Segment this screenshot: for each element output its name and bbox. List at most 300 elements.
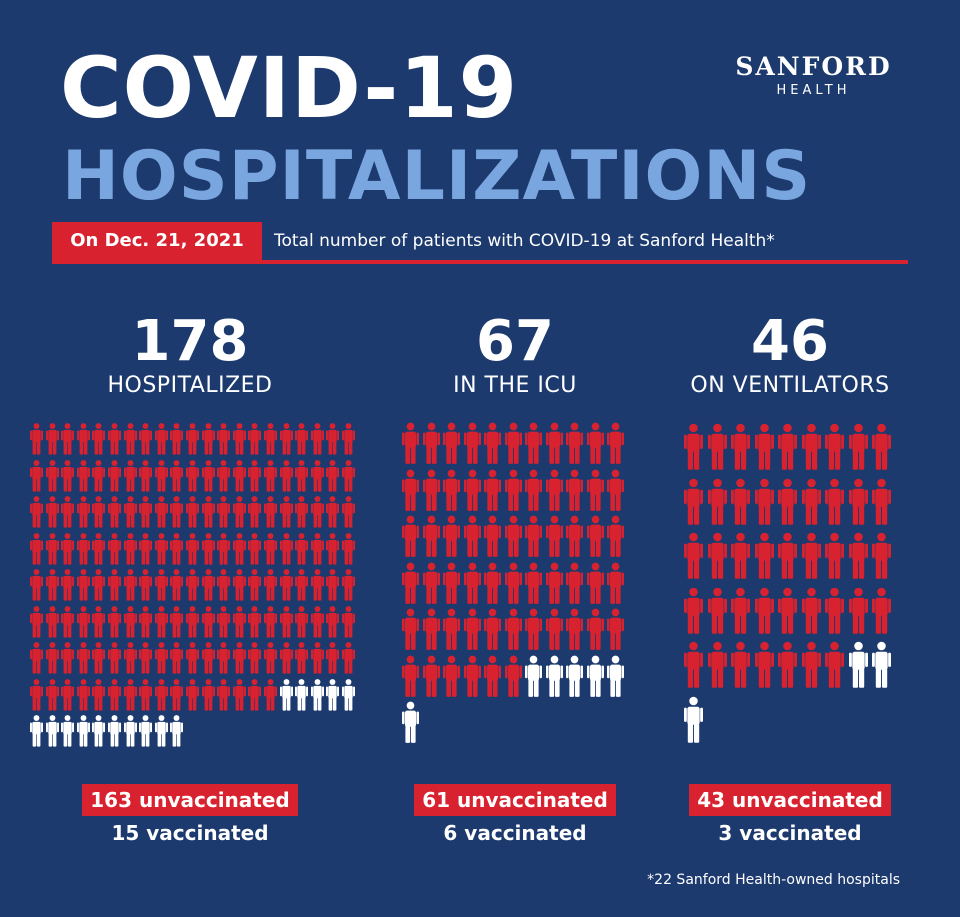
unvaccinated-person-icon (607, 562, 624, 609)
unvaccinated-person-icon (825, 477, 844, 531)
unvaccinated-person-icon (170, 678, 183, 716)
unvaccinated-person-icon (264, 532, 277, 570)
vaccinated-person-icon (311, 678, 324, 716)
unvaccinated-person-icon (139, 678, 152, 716)
unvaccinated-person-icon (484, 515, 501, 562)
unvaccinated-person-icon (233, 678, 246, 716)
unvaccinated-person-icon (443, 422, 460, 469)
unvaccinated-person-icon (587, 469, 604, 516)
unvaccinated-person-icon (186, 422, 199, 460)
unvaccinated-person-icon (170, 568, 183, 606)
unvaccinated-person-icon (61, 422, 74, 460)
unvaccinated-count: 43 unvaccinated (689, 784, 891, 816)
unvaccinated-person-icon (849, 477, 868, 531)
unvaccinated-person-icon (217, 568, 230, 606)
unvaccinated-person-icon (684, 477, 703, 531)
unvaccinated-person-icon (186, 678, 199, 716)
date-label: On Dec. 21, 2021 (52, 222, 262, 260)
unvaccinated-person-icon (684, 531, 703, 585)
vaccinated-count: 6 vaccinated (443, 821, 587, 845)
stat-icu (400, 309, 630, 400)
vaccinated-person-icon (295, 678, 308, 716)
unvaccinated-person-icon (92, 495, 105, 533)
unvaccinated-person-icon (186, 568, 199, 606)
unvaccinated-person-icon (587, 608, 604, 655)
unvaccinated-person-icon (326, 605, 339, 643)
unvaccinated-person-icon (546, 608, 563, 655)
unvaccinated-person-icon (342, 532, 355, 570)
unvaccinated-person-icon (186, 459, 199, 497)
unvaccinated-person-icon (248, 568, 261, 606)
unvaccinated-person-icon (108, 459, 121, 497)
unvaccinated-person-icon (825, 586, 844, 640)
unvaccinated-person-icon (872, 422, 891, 476)
unvaccinated-person-icon (311, 568, 324, 606)
unvaccinated-person-icon (423, 422, 440, 469)
unvaccinated-person-icon (326, 459, 339, 497)
caption-ventilators (660, 784, 920, 848)
unvaccinated-person-icon (708, 531, 727, 585)
unvaccinated-count: 61 unvaccinated (414, 784, 616, 816)
unvaccinated-person-icon (326, 641, 339, 679)
unvaccinated-person-icon (295, 459, 308, 497)
unvaccinated-person-icon (546, 469, 563, 516)
unvaccinated-person-icon (61, 605, 74, 643)
unvaccinated-person-icon (92, 568, 105, 606)
unvaccinated-person-icon (155, 678, 168, 716)
unvaccinated-person-icon (217, 459, 230, 497)
vaccinated-person-icon (124, 714, 137, 752)
unvaccinated-person-icon (186, 605, 199, 643)
date-banner (52, 222, 908, 264)
unvaccinated-person-icon (684, 586, 703, 640)
unvaccinated-person-icon (505, 469, 522, 516)
unvaccinated-person-icon (46, 641, 59, 679)
vaccinated-person-icon (587, 655, 604, 702)
unvaccinated-person-icon (155, 568, 168, 606)
title-line-1: COVID-19 (60, 39, 519, 137)
vaccinated-person-icon (280, 678, 293, 716)
unvaccinated-person-icon (139, 641, 152, 679)
unvaccinated-person-icon (108, 422, 121, 460)
unvaccinated-person-icon (233, 568, 246, 606)
unvaccinated-person-icon (825, 640, 844, 694)
unvaccinated-person-icon (202, 422, 215, 460)
unvaccinated-person-icon (607, 515, 624, 562)
sanford-health-logo (726, 52, 901, 98)
unvaccinated-person-icon (30, 605, 43, 643)
unvaccinated-person-icon (708, 477, 727, 531)
unvaccinated-person-icon (217, 605, 230, 643)
unvaccinated-person-icon (684, 422, 703, 476)
unvaccinated-person-icon (525, 608, 542, 655)
unvaccinated-person-icon (402, 422, 419, 469)
unvaccinated-person-icon (484, 469, 501, 516)
unvaccinated-person-icon (46, 605, 59, 643)
unvaccinated-person-icon (124, 459, 137, 497)
unvaccinated-person-icon (546, 422, 563, 469)
unvaccinated-person-icon (155, 495, 168, 533)
unvaccinated-person-icon (280, 532, 293, 570)
unvaccinated-person-icon (607, 469, 624, 516)
unvaccinated-person-icon (342, 641, 355, 679)
stat-label: ON VENTILATORS (690, 373, 890, 398)
unvaccinated-person-icon (248, 459, 261, 497)
unvaccinated-person-icon (139, 568, 152, 606)
unvaccinated-person-icon (731, 531, 750, 585)
unvaccinated-person-icon (525, 562, 542, 609)
vaccinated-person-icon (525, 655, 542, 702)
unvaccinated-person-icon (202, 459, 215, 497)
unvaccinated-person-icon (484, 608, 501, 655)
unvaccinated-person-icon (46, 495, 59, 533)
unvaccinated-person-icon (92, 678, 105, 716)
unvaccinated-person-icon (46, 459, 59, 497)
unvaccinated-person-icon (311, 495, 324, 533)
unvaccinated-person-icon (202, 532, 215, 570)
unvaccinated-person-icon (778, 531, 797, 585)
unvaccinated-person-icon (124, 495, 137, 533)
unvaccinated-person-icon (587, 562, 604, 609)
unvaccinated-person-icon (202, 605, 215, 643)
unvaccinated-person-icon (30, 568, 43, 606)
unvaccinated-person-icon (186, 495, 199, 533)
unvaccinated-person-icon (248, 422, 261, 460)
unvaccinated-person-icon (849, 422, 868, 476)
unvaccinated-person-icon (464, 655, 481, 702)
vaccinated-person-icon (170, 714, 183, 752)
unvaccinated-person-icon (464, 562, 481, 609)
unvaccinated-person-icon (264, 495, 277, 533)
unvaccinated-person-icon (92, 605, 105, 643)
stat-total: 46 (751, 309, 829, 374)
unvaccinated-person-icon (233, 605, 246, 643)
unvaccinated-person-icon (755, 477, 774, 531)
vaccinated-person-icon (566, 655, 583, 702)
unvaccinated-person-icon (46, 422, 59, 460)
unvaccinated-person-icon (708, 640, 727, 694)
unvaccinated-person-icon (264, 605, 277, 643)
unvaccinated-person-icon (505, 655, 522, 702)
vaccinated-person-icon (402, 701, 419, 748)
unvaccinated-person-icon (77, 605, 90, 643)
unvaccinated-person-icon (108, 605, 121, 643)
vaccinated-person-icon (30, 714, 43, 752)
unvaccinated-person-icon (423, 655, 440, 702)
unvaccinated-person-icon (311, 532, 324, 570)
unvaccinated-person-icon (233, 495, 246, 533)
unvaccinated-person-icon (778, 477, 797, 531)
unvaccinated-person-icon (802, 477, 821, 531)
vaccinated-person-icon (326, 678, 339, 716)
unvaccinated-person-icon (248, 605, 261, 643)
unvaccinated-person-icon (849, 586, 868, 640)
unvaccinated-person-icon (755, 422, 774, 476)
unvaccinated-person-icon (423, 608, 440, 655)
unvaccinated-person-icon (124, 422, 137, 460)
vaccinated-person-icon (607, 655, 624, 702)
unvaccinated-person-icon (872, 586, 891, 640)
unvaccinated-person-icon (778, 640, 797, 694)
unvaccinated-person-icon (108, 495, 121, 533)
unvaccinated-person-icon (46, 678, 59, 716)
unvaccinated-person-icon (546, 515, 563, 562)
unvaccinated-person-icon (402, 515, 419, 562)
unvaccinated-person-icon (566, 515, 583, 562)
caption-icu (380, 784, 650, 848)
unvaccinated-person-icon (423, 469, 440, 516)
unvaccinated-person-icon (186, 641, 199, 679)
unvaccinated-person-icon (186, 532, 199, 570)
footnote: *22 Sanford Health-owned hospitals (647, 872, 900, 888)
unvaccinated-person-icon (525, 469, 542, 516)
unvaccinated-person-icon (30, 459, 43, 497)
unvaccinated-person-icon (778, 586, 797, 640)
unvaccinated-person-icon (233, 641, 246, 679)
unvaccinated-person-icon (202, 641, 215, 679)
unvaccinated-person-icon (170, 532, 183, 570)
unvaccinated-person-icon (108, 532, 121, 570)
stat-total: 178 (131, 309, 249, 374)
unvaccinated-person-icon (607, 608, 624, 655)
unvaccinated-person-icon (124, 605, 137, 643)
unvaccinated-person-icon (342, 568, 355, 606)
unvaccinated-person-icon (170, 459, 183, 497)
unvaccinated-person-icon (311, 459, 324, 497)
unvaccinated-person-icon (280, 495, 293, 533)
unvaccinated-person-icon (170, 495, 183, 533)
vaccinated-person-icon (108, 714, 121, 752)
unvaccinated-person-icon (77, 422, 90, 460)
unvaccinated-person-icon (607, 422, 624, 469)
unvaccinated-person-icon (484, 562, 501, 609)
unvaccinated-person-icon (443, 608, 460, 655)
unvaccinated-person-icon (755, 640, 774, 694)
unvaccinated-person-icon (566, 608, 583, 655)
unvaccinated-person-icon (402, 562, 419, 609)
unvaccinated-person-icon (233, 422, 246, 460)
unvaccinated-person-icon (443, 655, 460, 702)
unvaccinated-person-icon (77, 495, 90, 533)
unvaccinated-person-icon (402, 655, 419, 702)
unvaccinated-person-icon (46, 532, 59, 570)
unvaccinated-person-icon (342, 459, 355, 497)
stat-total: 67 (476, 309, 554, 374)
unvaccinated-person-icon (124, 678, 137, 716)
unvaccinated-person-icon (155, 459, 168, 497)
unvaccinated-person-icon (731, 586, 750, 640)
unvaccinated-person-icon (77, 459, 90, 497)
unvaccinated-person-icon (825, 422, 844, 476)
unvaccinated-person-icon (731, 422, 750, 476)
vaccinated-person-icon (342, 678, 355, 716)
unvaccinated-person-icon (248, 678, 261, 716)
unvaccinated-person-icon (587, 422, 604, 469)
unvaccinated-person-icon (139, 605, 152, 643)
unvaccinated-person-icon (77, 568, 90, 606)
unvaccinated-person-icon (264, 422, 277, 460)
stat-label: IN THE ICU (453, 373, 577, 398)
unvaccinated-person-icon (778, 422, 797, 476)
unvaccinated-person-icon (61, 641, 74, 679)
unvaccinated-person-icon (248, 641, 261, 679)
unvaccinated-person-icon (280, 605, 293, 643)
unvaccinated-person-icon (295, 568, 308, 606)
stat-label: HOSPITALIZED (107, 373, 273, 398)
unvaccinated-person-icon (587, 515, 604, 562)
unvaccinated-person-icon (233, 459, 246, 497)
unvaccinated-person-icon (342, 605, 355, 643)
unvaccinated-person-icon (708, 586, 727, 640)
unvaccinated-person-icon (684, 640, 703, 694)
unvaccinated-person-icon (546, 562, 563, 609)
date-description: Total number of patients with COVID-19 at Sanford Health* (274, 231, 775, 251)
unvaccinated-person-icon (464, 608, 481, 655)
unvaccinated-person-icon (30, 532, 43, 570)
vaccinated-count: 3 vaccinated (718, 821, 862, 845)
unvaccinated-person-icon (124, 568, 137, 606)
unvaccinated-person-icon (849, 531, 868, 585)
unvaccinated-person-icon (217, 641, 230, 679)
unvaccinated-person-icon (61, 532, 74, 570)
unvaccinated-person-icon (872, 531, 891, 585)
unvaccinated-person-icon (708, 422, 727, 476)
unvaccinated-person-icon (280, 459, 293, 497)
unvaccinated-person-icon (342, 422, 355, 460)
unvaccinated-person-icon (217, 532, 230, 570)
vaccinated-person-icon (546, 655, 563, 702)
unvaccinated-person-icon (295, 422, 308, 460)
unvaccinated-person-icon (525, 515, 542, 562)
unvaccinated-person-icon (30, 495, 43, 533)
unvaccinated-person-icon (825, 531, 844, 585)
unvaccinated-person-icon (92, 422, 105, 460)
unvaccinated-person-icon (155, 641, 168, 679)
unvaccinated-person-icon (326, 532, 339, 570)
unvaccinated-person-icon (139, 495, 152, 533)
unvaccinated-person-icon (170, 605, 183, 643)
unvaccinated-person-icon (443, 562, 460, 609)
unvaccinated-person-icon (872, 477, 891, 531)
unvaccinated-person-icon (326, 495, 339, 533)
unvaccinated-person-icon (139, 422, 152, 460)
unvaccinated-person-icon (566, 422, 583, 469)
unvaccinated-person-icon (464, 422, 481, 469)
unvaccinated-person-icon (155, 605, 168, 643)
unvaccinated-person-icon (280, 422, 293, 460)
unvaccinated-person-icon (248, 495, 261, 533)
unvaccinated-person-icon (731, 640, 750, 694)
unvaccinated-person-icon (248, 532, 261, 570)
unvaccinated-person-icon (295, 532, 308, 570)
unvaccinated-person-icon (311, 605, 324, 643)
unvaccinated-person-icon (30, 678, 43, 716)
unvaccinated-person-icon (505, 422, 522, 469)
unvaccinated-person-icon (217, 495, 230, 533)
title-line-2: HOSPITALIZATIONS (62, 137, 812, 216)
unvaccinated-person-icon (30, 422, 43, 460)
unvaccinated-person-icon (61, 568, 74, 606)
unvaccinated-person-icon (92, 532, 105, 570)
unvaccinated-person-icon (402, 469, 419, 516)
unvaccinated-person-icon (155, 532, 168, 570)
unvaccinated-person-icon (525, 422, 542, 469)
vaccinated-person-icon (61, 714, 74, 752)
unvaccinated-person-icon (311, 422, 324, 460)
unvaccinated-person-icon (264, 678, 277, 716)
unvaccinated-person-icon (108, 641, 121, 679)
stat-ventilators (660, 309, 920, 400)
unvaccinated-person-icon (464, 469, 481, 516)
unvaccinated-person-icon (505, 515, 522, 562)
vaccinated-person-icon (139, 714, 152, 752)
unvaccinated-person-icon (802, 586, 821, 640)
unvaccinated-person-icon (77, 678, 90, 716)
unvaccinated-person-icon (423, 515, 440, 562)
unvaccinated-person-icon (108, 678, 121, 716)
unvaccinated-person-icon (311, 641, 324, 679)
unvaccinated-person-icon (342, 495, 355, 533)
vaccinated-person-icon (46, 714, 59, 752)
unvaccinated-person-icon (77, 532, 90, 570)
unvaccinated-person-icon (77, 641, 90, 679)
unvaccinated-person-icon (139, 532, 152, 570)
unvaccinated-person-icon (217, 678, 230, 716)
unvaccinated-person-icon (802, 531, 821, 585)
vaccinated-person-icon (684, 695, 703, 749)
unvaccinated-person-icon (92, 459, 105, 497)
stat-hospitalized (70, 309, 310, 400)
unvaccinated-person-icon (295, 495, 308, 533)
unvaccinated-person-icon (124, 641, 137, 679)
caption-hospitalized (40, 784, 340, 848)
unvaccinated-person-icon (566, 562, 583, 609)
unvaccinated-person-icon (443, 469, 460, 516)
unvaccinated-person-icon (92, 641, 105, 679)
unvaccinated-person-icon (423, 562, 440, 609)
unvaccinated-person-icon (264, 641, 277, 679)
vaccinated-person-icon (872, 640, 891, 694)
unvaccinated-person-icon (484, 655, 501, 702)
unvaccinated-person-icon (139, 459, 152, 497)
vaccinated-person-icon (77, 714, 90, 752)
unvaccinated-person-icon (755, 586, 774, 640)
unvaccinated-person-icon (30, 641, 43, 679)
unvaccinated-person-icon (484, 422, 501, 469)
unvaccinated-person-icon (124, 532, 137, 570)
unvaccinated-person-icon (731, 477, 750, 531)
unvaccinated-person-icon (202, 568, 215, 606)
unvaccinated-person-icon (402, 608, 419, 655)
unvaccinated-person-icon (505, 562, 522, 609)
unvaccinated-person-icon (280, 568, 293, 606)
unvaccinated-person-icon (280, 641, 293, 679)
unvaccinated-person-icon (326, 422, 339, 460)
logo-brand: SANFORD (735, 52, 892, 81)
unvaccinated-person-icon (295, 641, 308, 679)
unvaccinated-person-icon (170, 641, 183, 679)
unvaccinated-person-icon (202, 495, 215, 533)
unvaccinated-person-icon (264, 568, 277, 606)
vaccinated-person-icon (849, 640, 868, 694)
unvaccinated-person-icon (443, 515, 460, 562)
unvaccinated-person-icon (802, 640, 821, 694)
unvaccinated-person-icon (61, 678, 74, 716)
vaccinated-person-icon (92, 714, 105, 752)
unvaccinated-count: 163 unvaccinated (82, 784, 297, 816)
unvaccinated-person-icon (464, 515, 481, 562)
unvaccinated-person-icon (295, 605, 308, 643)
